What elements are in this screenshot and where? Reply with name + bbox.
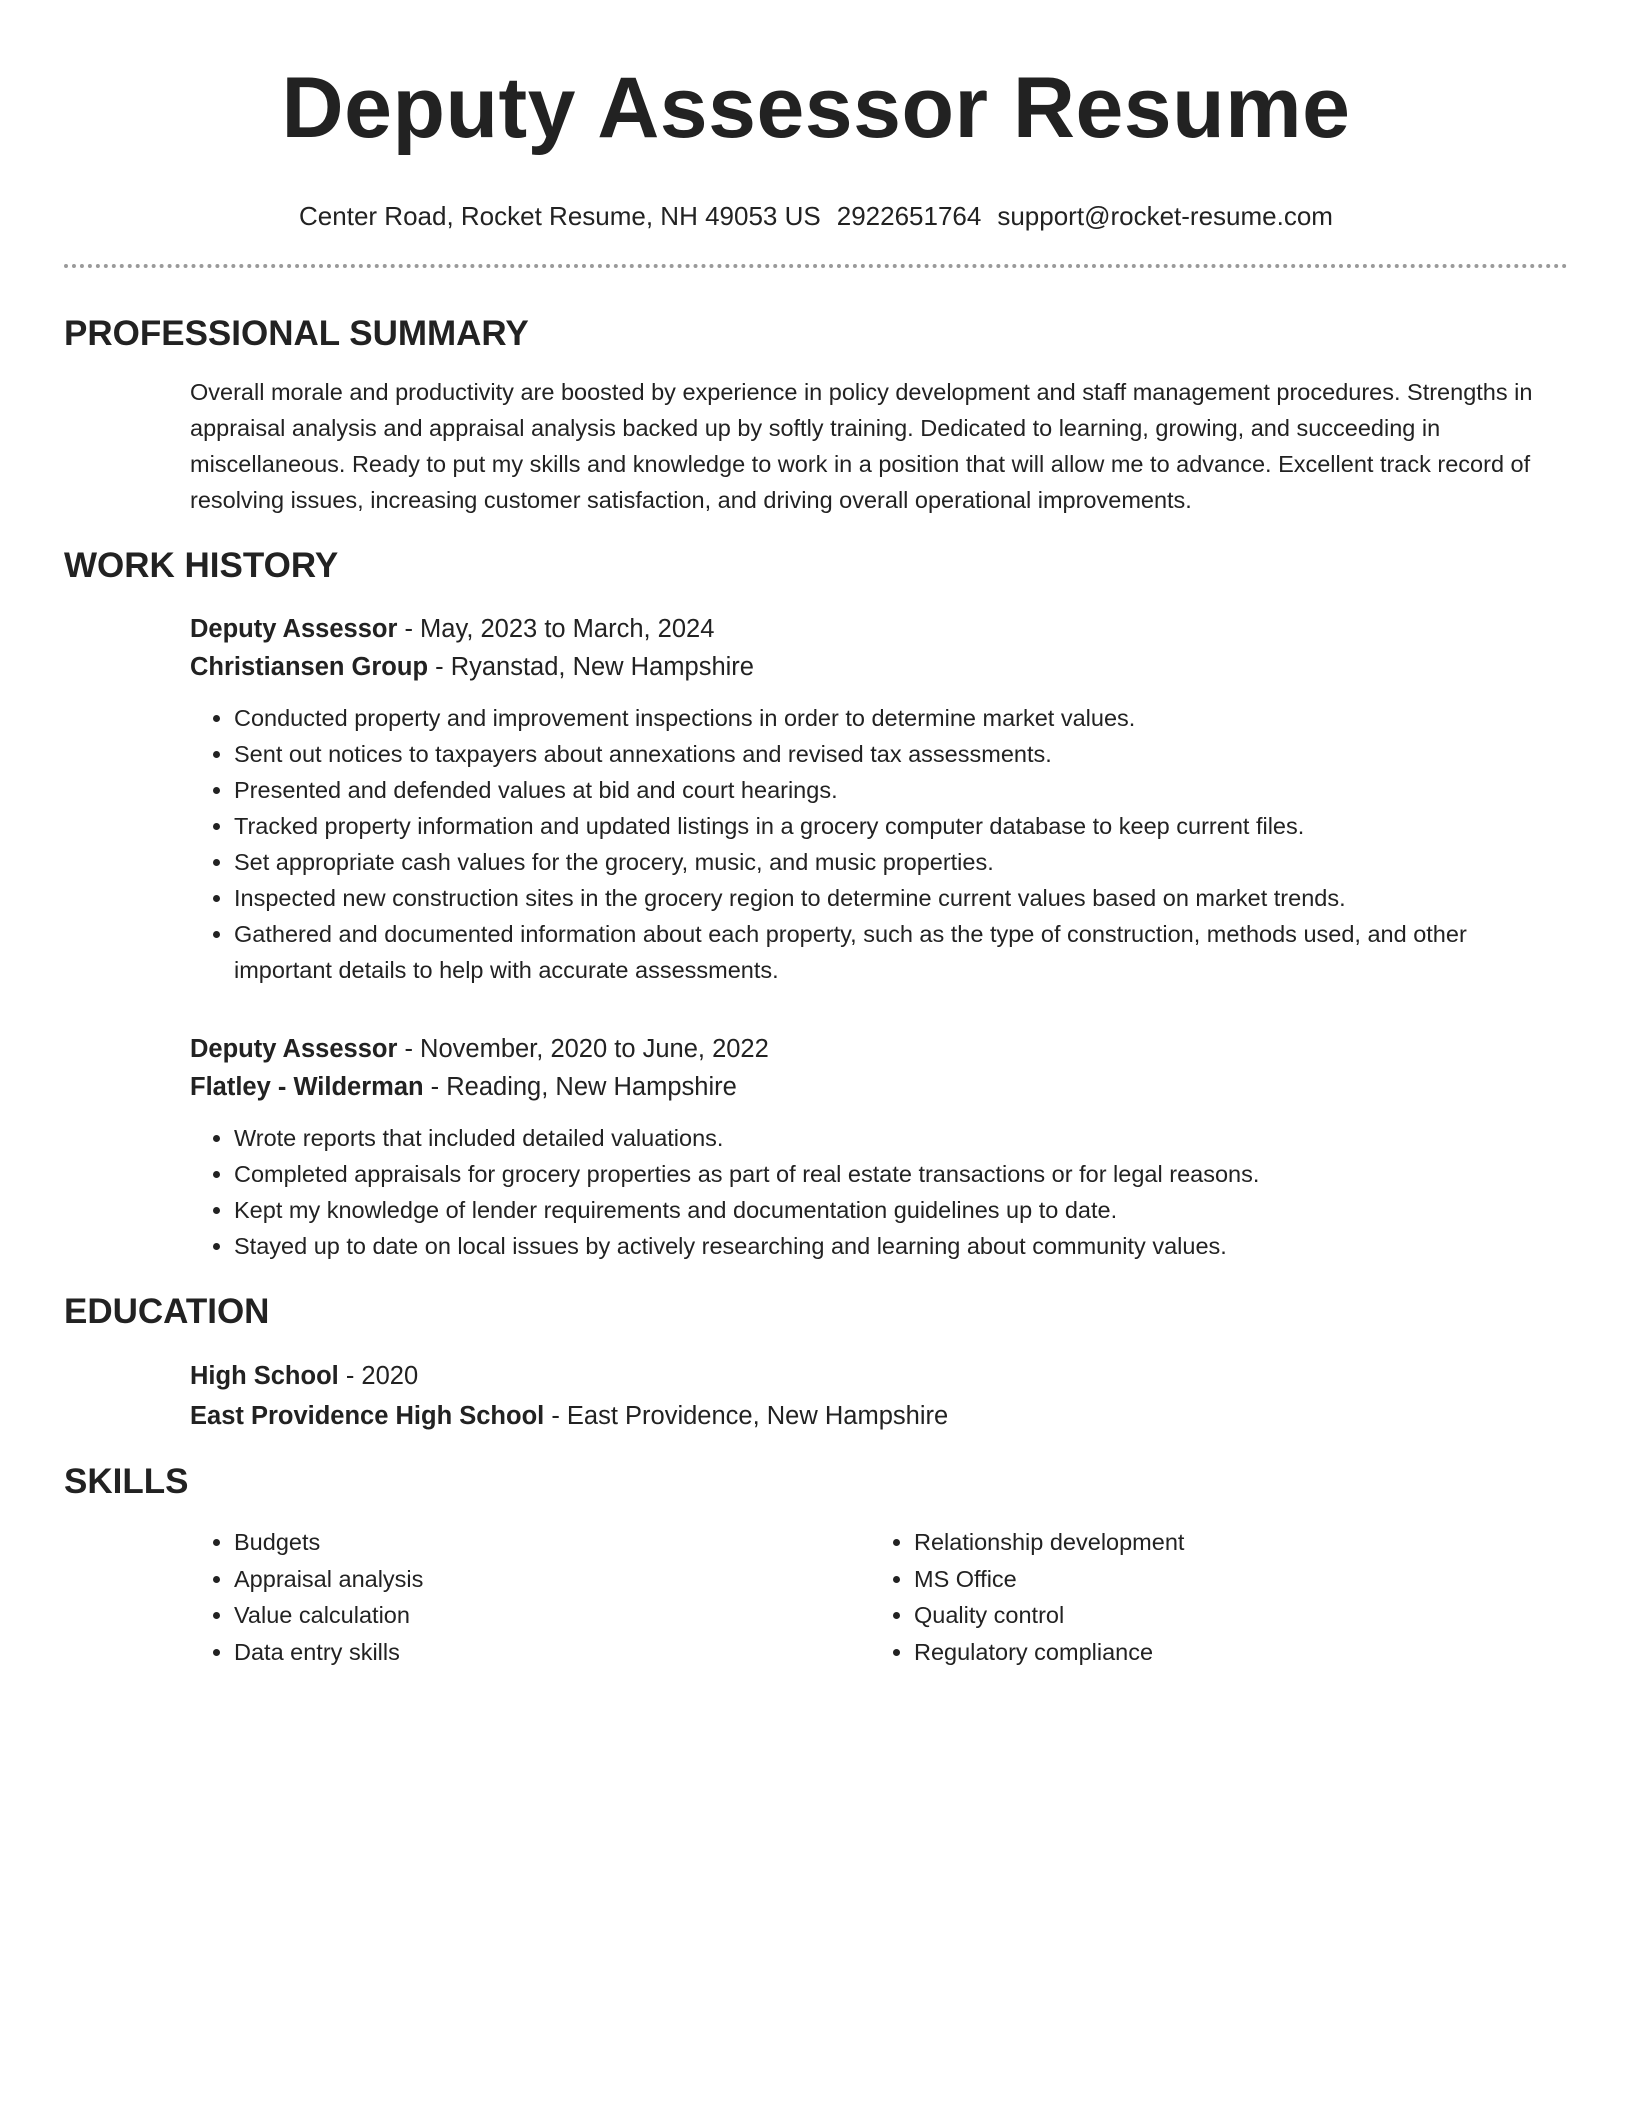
job-entry	[190, 1030, 1552, 1264]
job-duty: • Sent out notices to taxpayers about annexations and revised tax assessments.	[234, 736, 1552, 772]
resume-title: Deputy Assessor Resume	[281, 60, 1351, 156]
header-divider	[64, 264, 1568, 268]
education-body	[190, 1356, 1552, 1436]
job-duty: • Stayed up to date on local issues by actively researching and learning about community values.	[234, 1228, 1552, 1264]
contact-line	[64, 198, 1568, 234]
job-position: Deputy Assessor	[190, 615, 398, 643]
summary-body	[190, 374, 1552, 518]
education-location: - East Providence, New Hampshire	[544, 1402, 949, 1430]
job-dates: - November, 2020 to June, 2022	[397, 1035, 769, 1063]
job-duties	[190, 700, 1552, 988]
job-location: - Reading, New Hampshire	[423, 1073, 737, 1101]
contact-phone: 2922651764	[836, 201, 982, 231]
job-company-line	[190, 648, 1552, 686]
job-duty: • Gathered and documented information about each property, such as the type of construction, methods used, and other important details to help with accurate assessments.	[234, 916, 1552, 988]
skill-item: • Data entry skills	[234, 1634, 870, 1671]
job-duty: • Inspected new construction sites in the grocery region to determine current values based on market trends.	[234, 880, 1552, 916]
skills-column-right	[870, 1524, 1550, 1670]
job-duty: • Wrote reports that included detailed valuations.	[234, 1120, 1552, 1156]
skills-list	[190, 1524, 870, 1670]
job-duties	[190, 1120, 1552, 1264]
summary-text: Overall morale and productivity are boosted by experience in policy development and staff management procedures. Strengths in appraisal analysis and appraisal analysis backed up by softly training. Dedicated to learning, growing, and succeeding in miscellaneous. Ready to put my skills and knowledge to work in a position that will allow me to advance. Excellent track record of resolving issues, increasing customer satisfaction, and driving overall operational improvements.	[190, 379, 1533, 513]
job-position: Deputy Assessor	[190, 1035, 398, 1063]
job-duty: • Kept my knowledge of lender requirements and documentation guidelines up to date.	[234, 1192, 1552, 1228]
skill-item: • MS Office	[914, 1561, 1550, 1598]
job-company: Christiansen Group	[190, 653, 429, 681]
job-location: - Ryanstad, New Hampshire	[428, 653, 754, 681]
job-duty: • Tracked property information and updated listings in a grocery computer database to keep current files.	[234, 808, 1552, 844]
section-title-work-history: WORK HISTORY	[64, 546, 339, 585]
skills-body	[190, 1524, 1552, 1670]
skill-item: • Quality control	[914, 1597, 1550, 1634]
skills-list	[870, 1524, 1550, 1670]
job-position-line	[190, 610, 1552, 648]
education-school-line	[190, 1396, 1552, 1436]
contact-address: Center Road, Rocket Resume, NH 49053 US	[299, 201, 821, 231]
skill-item: • Regulatory compliance	[914, 1634, 1550, 1671]
skills-column-left	[190, 1524, 870, 1670]
job-duty: • Conducted property and improvement inspections in order to determine market values.	[234, 700, 1552, 736]
job-duty: • Completed appraisals for grocery properties as part of real estate transactions or for legal reasons.	[234, 1156, 1552, 1192]
job-duty: • Set appropriate cash values for the grocery, music, and music properties.	[234, 844, 1552, 880]
work-history-body	[190, 610, 1552, 1264]
job-duty: • Presented and defended values at bid and court hearings.	[234, 772, 1552, 808]
contact-email: support@rocket-resume.com	[997, 201, 1333, 231]
education-year: - 2020	[338, 1362, 419, 1390]
job-company: Flatley - Wilderman	[190, 1073, 424, 1101]
skill-item: • Value calculation	[234, 1597, 870, 1634]
job-dates: - May, 2023 to March, 2024	[397, 615, 715, 643]
job-company-line	[190, 1068, 1552, 1106]
skill-item: • Appraisal analysis	[234, 1561, 870, 1598]
education-degree: High School	[190, 1362, 339, 1390]
section-title-education: EDUCATION	[64, 1292, 270, 1331]
section-title-summary: PROFESSIONAL SUMMARY	[64, 314, 529, 353]
education-degree-line	[190, 1356, 1552, 1396]
education-school: East Providence High School	[190, 1402, 545, 1430]
skills-grid	[190, 1524, 1552, 1670]
job-position-line	[190, 1030, 1552, 1068]
skill-item: • Budgets	[234, 1524, 870, 1561]
job-entry	[190, 610, 1552, 988]
section-title-skills: SKILLS	[64, 1462, 189, 1501]
skill-item: • Relationship development	[914, 1524, 1550, 1561]
